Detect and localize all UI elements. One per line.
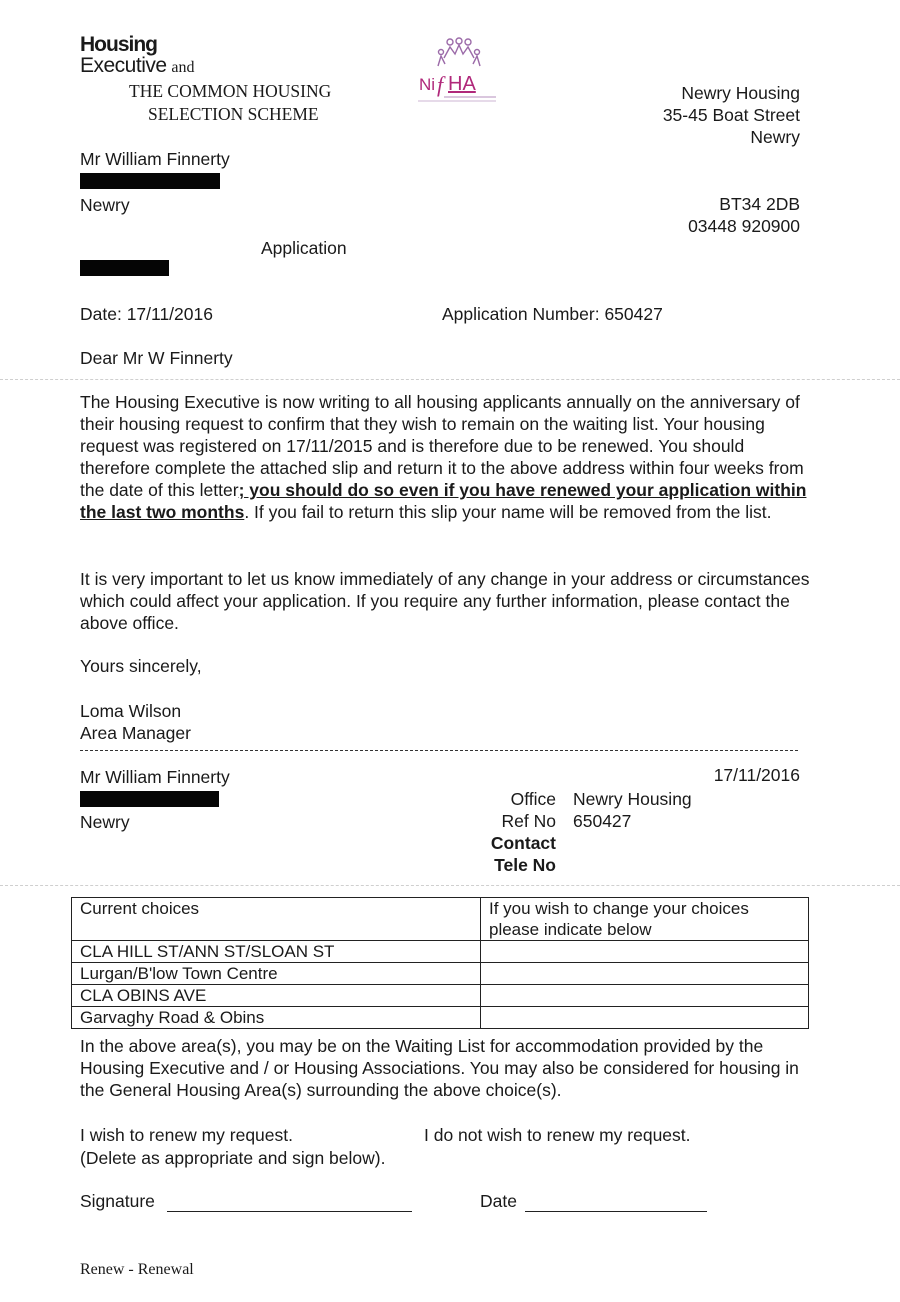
fold-line-bottom [0, 885, 900, 886]
slip-date: 17/11/2016 [713, 765, 800, 785]
table-row [72, 985, 809, 1007]
current-choices-header: Current choices [72, 898, 481, 941]
slip-labels [436, 788, 556, 876]
emphasis-text: ; you should do so even if you have renewed your application within the last two months [80, 480, 807, 522]
slip-recipient-town: Newry [80, 812, 130, 832]
housing-executive-logo: Housing [80, 33, 157, 56]
not-renew-option[interactable]: I do not wish to renew my request. [424, 1125, 691, 1145]
housing-executive-logo-line2 [80, 54, 195, 78]
ref-value: 650427 [573, 811, 632, 831]
choice-cell: CLA HILL ST/ANN ST/SLOAN ST [72, 941, 481, 963]
date-field[interactable] [525, 1211, 707, 1212]
office-town: Newry [750, 127, 800, 147]
office-name: Newry Housing [681, 83, 800, 103]
choices-table [71, 897, 809, 1029]
logo-executive-text: Executive [80, 54, 167, 77]
body-paragraph-2: It is very important to let us know immediately of any change in your address or circumstances which could affect your application. If you require any further information, please contact the above office. [80, 569, 810, 633]
table-row [72, 963, 809, 985]
ref-label: Ref No [501, 811, 556, 831]
closing: Yours sincerely, [80, 656, 202, 676]
signer-name: Loma Wilson [80, 701, 182, 721]
slip-values [573, 788, 692, 832]
change-choice-cell[interactable] [481, 963, 809, 985]
body-paragraph-1: The Housing Executive is now writing to all housing applicants annually on the anniversary of their housing request to confirm that they wish to remain on the waiting list. Your housing request was registered on 17/11/2015 and is therefore due to be renewed. You should therefore complete the attached slip and return it to the above address within four weeks from the date of this letter; you should do so even if you have renewed your application within the last two months. If you fail to return this slip your name will be removed from the list. [80, 392, 807, 522]
choice-cell: Lurgan/B'low Town Centre [72, 963, 481, 985]
nifha-logo [414, 36, 504, 106]
delete-note: (Delete as appropriate and sign below). [80, 1148, 386, 1168]
svg-text:Ni: Ni [419, 75, 436, 94]
salutation: Dear Mr W Finnerty [80, 348, 233, 368]
date-label: Date [480, 1191, 517, 1211]
area-note: In the above area(s), you may be on the Waiting List for accommodation provided by the Housing Executive and / or Housing Associations. You may also be considered for housing in the General Housing Area(s) surrounding the above choice(s). [80, 1036, 799, 1100]
signature-label: Signature [80, 1191, 155, 1211]
renew-option[interactable]: I wish to renew my request. [80, 1125, 293, 1145]
fold-line-top [0, 379, 900, 380]
office-value: Newry Housing [573, 789, 692, 809]
tele-label: Tele No [494, 855, 556, 875]
scheme-line-1: THE COMMON HOUSING [129, 81, 332, 101]
form-code: Renew - Renewal [80, 1261, 194, 1278]
application-number: Application Number: 650427 [442, 304, 663, 324]
choice-cell: CLA OBINS AVE [72, 985, 481, 1007]
slip-recipient-name: Mr William Finnerty [80, 767, 230, 787]
signer-title: Area Manager [80, 723, 191, 743]
office-contact [688, 193, 800, 237]
svg-text:f: f [437, 72, 444, 97]
change-choices-header: If you wish to change your choices please indicate below [481, 898, 809, 941]
redacted-address-line [80, 173, 220, 189]
logo-and-text: and [171, 59, 195, 76]
signature-field[interactable] [167, 1211, 412, 1212]
application-label: Application [261, 238, 347, 258]
contact-label: Contact [490, 833, 556, 853]
table-row [72, 1007, 809, 1029]
change-choice-cell[interactable] [481, 1007, 809, 1029]
office-postcode: BT34 2DB [719, 194, 800, 214]
svg-text:HA: HA [448, 73, 476, 95]
choices-header-row [72, 898, 809, 941]
letter-date: Date: 17/11/2016 [80, 304, 213, 324]
office-street: 35-45 Boat Street [662, 105, 800, 125]
change-choice-cell[interactable] [481, 941, 809, 963]
redacted-application-field [80, 260, 169, 276]
office-phone: 03448 920900 [688, 216, 800, 236]
recipient-name: Mr William Finnerty [80, 149, 230, 169]
table-row [72, 941, 809, 963]
office-label: Office [510, 789, 556, 809]
slip-redacted-address [80, 791, 219, 807]
tear-off-line [80, 750, 798, 751]
recipient-town: Newry [80, 195, 130, 215]
office-address [663, 82, 800, 148]
change-choice-cell[interactable] [481, 985, 809, 1007]
scheme-line-2: SELECTION SCHEME [148, 104, 319, 124]
choice-cell: Garvaghy Road & Obins [72, 1007, 481, 1029]
